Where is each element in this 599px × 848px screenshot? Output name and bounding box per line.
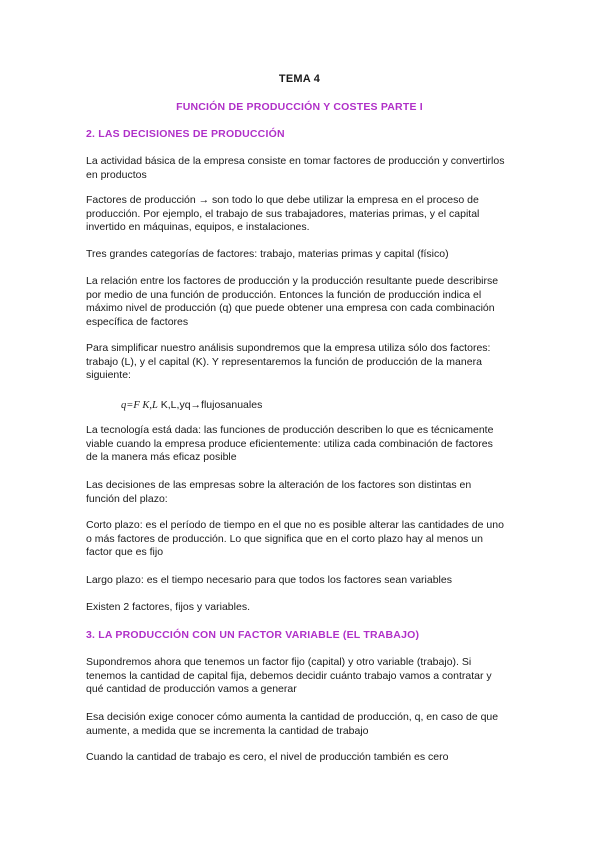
paragraph-categorias-factores: Tres grandes categorías de factores: trabajo, materias primas y capital (físico) [86,248,449,260]
paragraph-simplificar-analisis: Para simplificar nuestro análisis supondremos que la empresa utiliza sólo dos factores: trabajo (L), y el capital (K). Y representaremos la función de producción de la manera siguiente: [86,342,491,382]
paragraph-corto-plazo: Corto plazo: es el período de tiempo en el que no es posible alterar las cantidades de uno o más factores de producción. Lo que significa que en el corto plazo hay al menos un factor que es fijo [86,519,504,559]
paragraph-existen-factores: Existen 2 factores, fijos y variables. [86,601,250,613]
formula-math: q=F K,L [121,400,158,411]
paragraph-relacion-factores: La relación entre los factores de producción y la producción resultante puede describirse por medio de una función de producción. Entonces la función de producción indica el máximo nivel de producción (q) que puede obtener una empresa con cada combinación específica de factores [86,275,499,328]
section-heading-3: 3. LA PRODUCCIÓN CON UN FACTOR VARIABLE (EL TRABAJO) [86,629,420,641]
document-title: FUNCIÓN DE PRODUCCIÓN Y COSTES PARTE I [176,101,423,113]
paragraph-largo-plazo: Largo plazo: es el tiempo necesario para que todos los factores sean variables [86,574,452,586]
paragraph-decisiones-plazo: Las decisiones de las empresas sobre la alteración de los factores son distintas en función del plazo: [86,479,472,505]
topic-title: TEMA 4 [278,73,321,85]
paragraph-factor-fijo-variable: Supondremos ahora que tenemos un factor fijo (capital) y otro variable (trabajo). Si tenemos la cantidad de capital fija, debemos decidir cuánto trabajo vamos a contratar y qué cantidad de producción vamos a generar [86,656,492,696]
paragraph-decision-cantidad: Esa decisión exige conocer cómo aumenta la cantidad de producción, q, en caso de que aumente, a medida que se incrementa la cantidad de trabajo [86,711,499,737]
section-heading-2: 2. LAS DECISIONES DE PRODUCCIÓN [86,128,285,140]
formula-annotation: K,L,yq→flujosanuales [157,399,263,411]
paragraph-tecnologia-dada: La tecnología está dada: las funciones de producción describen lo que es técnicamente viable cuando la empresa produce eficientemente: utiliza cada combinación de factores de la manera más eficaz posible [86,424,494,464]
paragraph-actividad-basica: La actividad básica de la empresa consiste en tomar factores de producción y convertirlos en productos [86,155,505,181]
production-function-formula [121,399,262,411]
paragraph-trabajo-cero: Cuando la cantidad de trabajo es cero, el nivel de producción también es cero [86,751,449,763]
paragraph-factores-produccion: Factores de producción → son todo lo que debe utilizar la empresa en el proceso de producción. Por ejemplo, el trabajo de sus trabajadores, materias primas, y el capital invertido en máquinas, equipos, e instalaciones. [86,194,480,234]
